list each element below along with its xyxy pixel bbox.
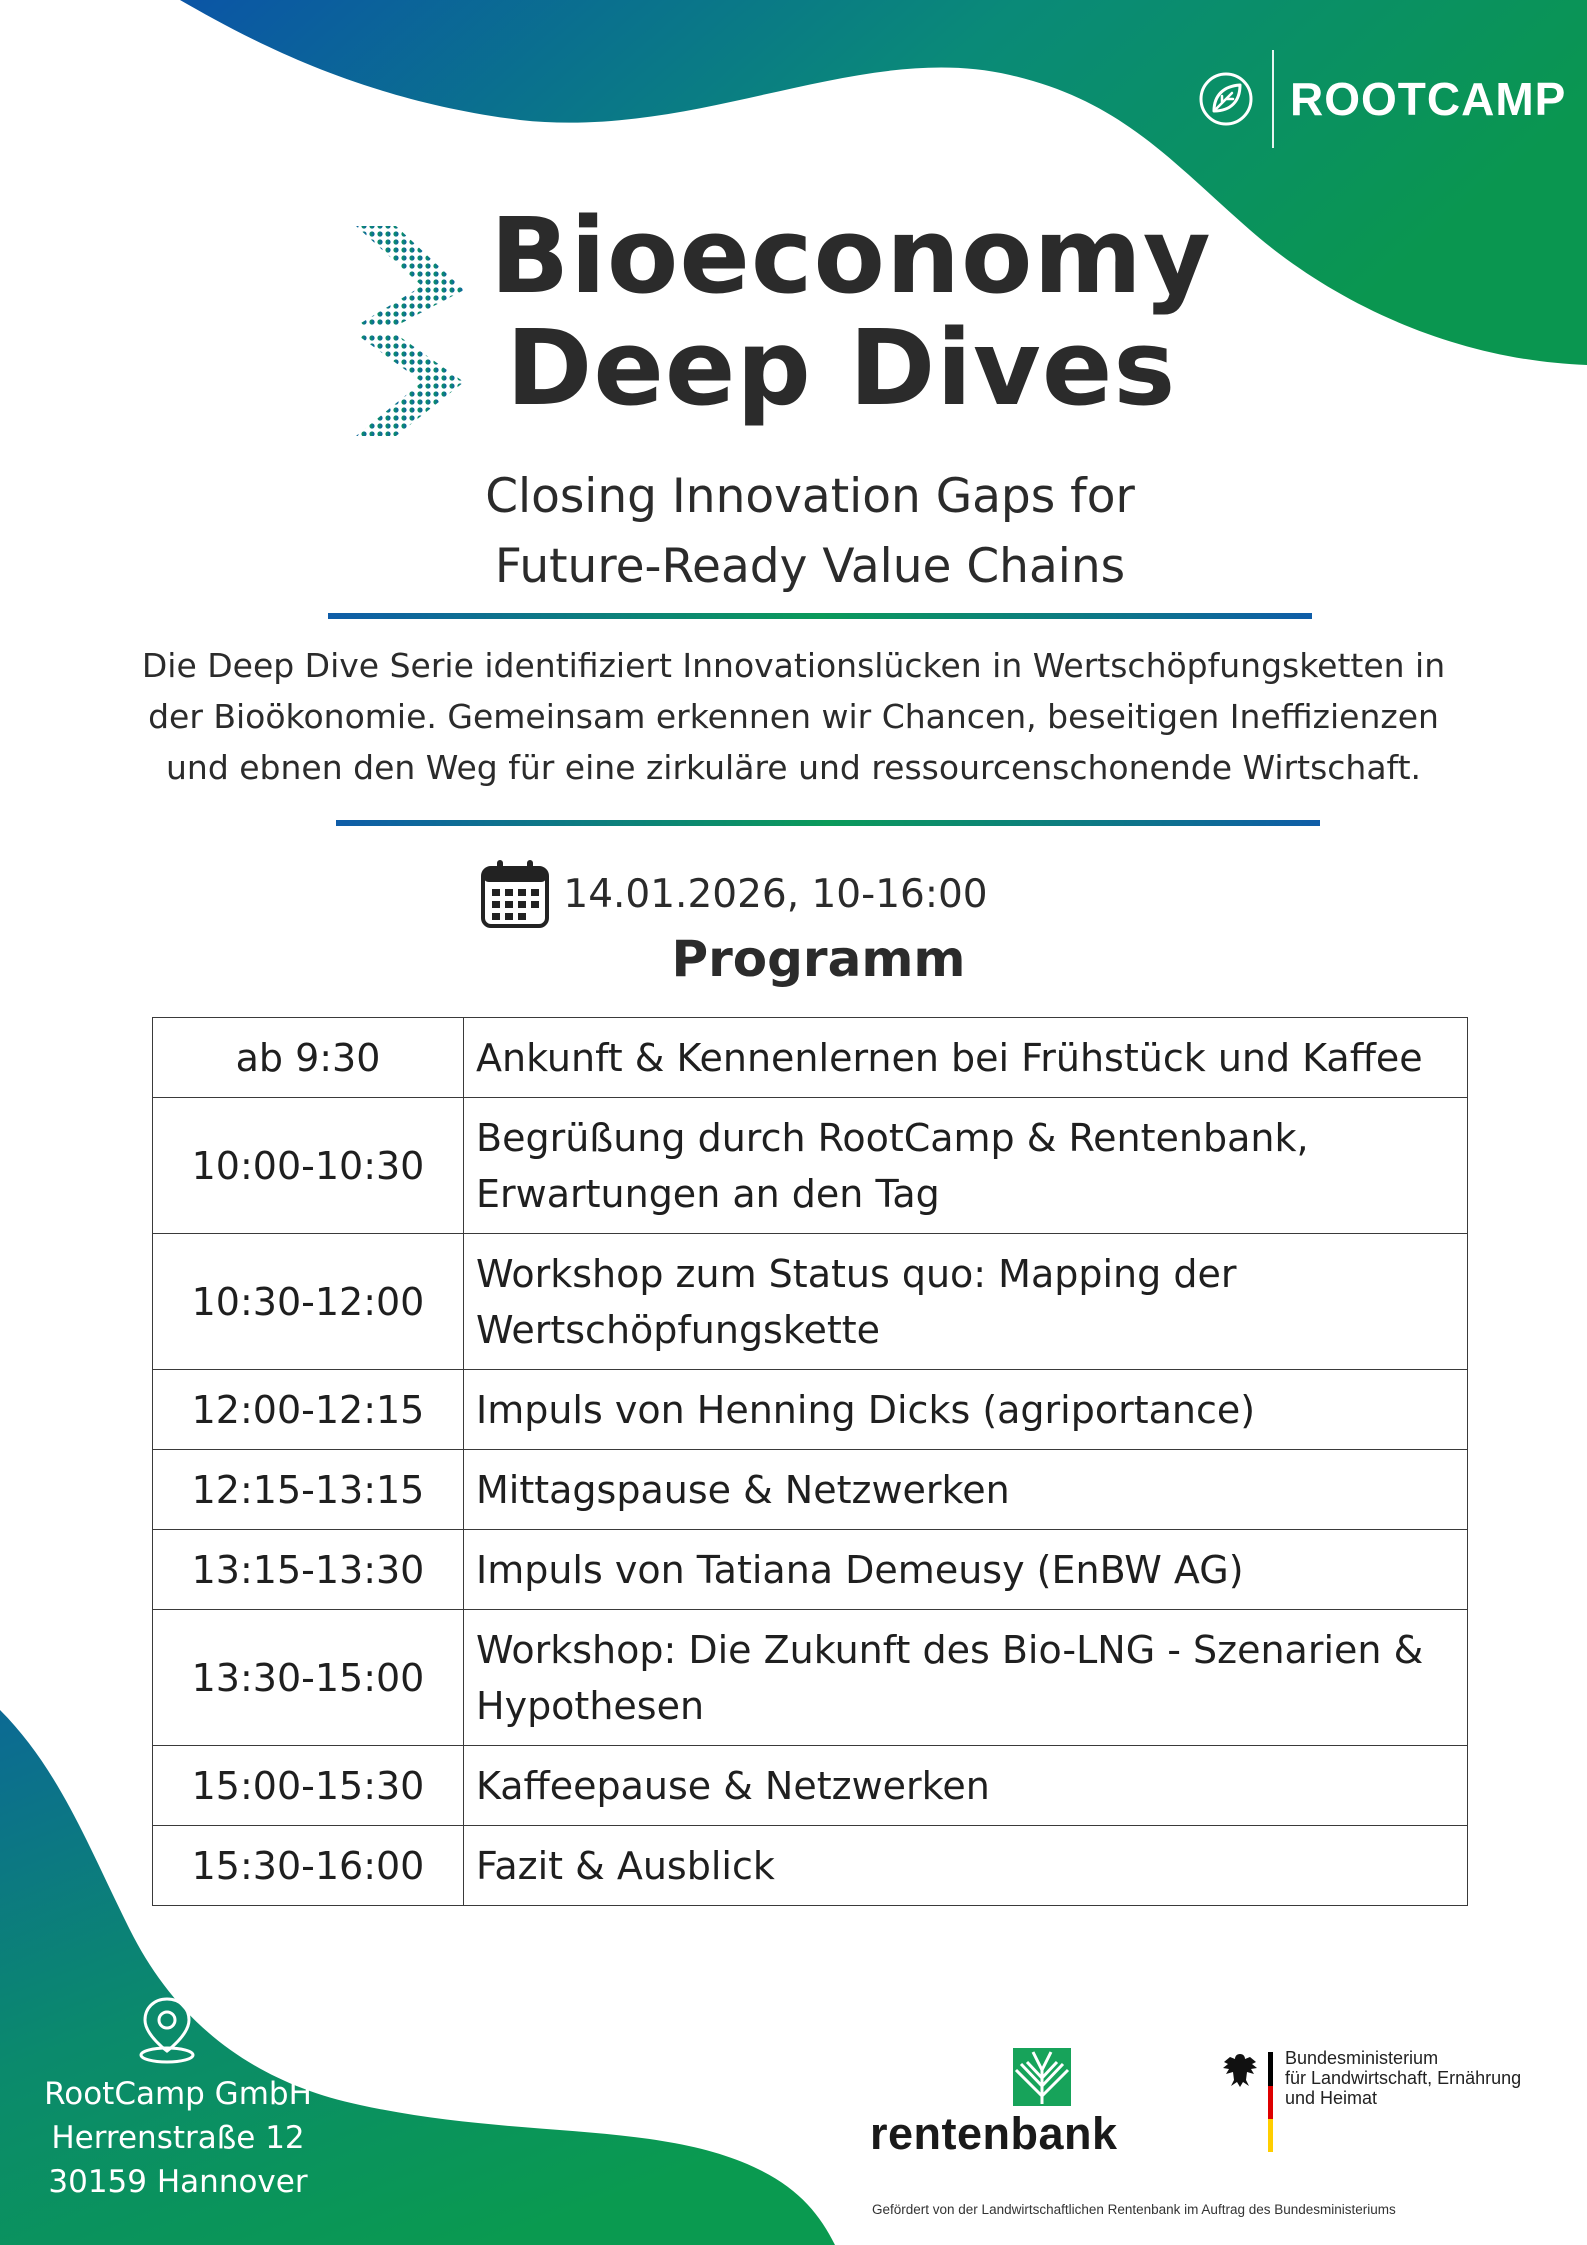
activity-cell [464, 1610, 1468, 1746]
brand-header [1198, 50, 1566, 148]
event-title [490, 195, 1250, 429]
subtitle [300, 462, 1320, 602]
time-cell: ab 9:30 [153, 1018, 464, 1098]
activity-line: Wertschöpfungskette [476, 1307, 881, 1352]
activity-cell [464, 1098, 1468, 1234]
activity-line: Workshop: Die Zukunft des Bio-LNG - Szenarien & [476, 1627, 1424, 1672]
time-cell: 13:15-13:30 [153, 1530, 464, 1610]
federal-eagle-icon [1220, 2050, 1260, 2090]
time-cell: 13:30-15:00 [153, 1610, 464, 1746]
activity-line: Ankunft & Kennenlernen bei Frühstück und Kaffee [476, 1035, 1423, 1080]
activity-cell [464, 1018, 1468, 1098]
activity-cell [464, 1746, 1468, 1826]
time-cell: 10:30-12:00 [153, 1234, 464, 1370]
rentenbank-logo-icon [1013, 2048, 1071, 2106]
brand-name: ROOTCAMP [1290, 73, 1567, 125]
activity-line: Begrüßung durch RootCamp & Rentenbank, [476, 1115, 1309, 1160]
city: 30159 Hannover [48, 2164, 308, 2200]
activity-line: Impuls von Tatiana Demeusy (EnBW AG) [476, 1547, 1244, 1592]
rentenbank-name: rentenbank [870, 2108, 1118, 2159]
subtitle-line-1: Closing Innovation Gaps for [485, 469, 1135, 524]
ministry-line-3: und Heimat [1285, 2088, 1378, 2108]
leaf-icon [1198, 71, 1254, 127]
activity-cell [464, 1450, 1468, 1530]
title-line-1: Bioeconomy [490, 195, 1212, 317]
event-date-row [0, 858, 1587, 930]
table-row [153, 1610, 1468, 1746]
location-pin-icon [136, 1995, 198, 2065]
activity-line: Impuls von Henning Dicks (agriportance) [476, 1387, 1256, 1432]
activity-cell [464, 1530, 1468, 1610]
subtitle-line-2: Future-Ready Value Chains [494, 539, 1126, 594]
ministry-line-1: Bundesministerium [1285, 2048, 1439, 2068]
table-row [153, 1370, 1468, 1450]
intro-line-3: und ebnen den Weg für eine zirkuläre und ressourcenschonende Wirtschaft. [165, 748, 1422, 787]
program-heading: Programm [671, 930, 966, 988]
intro-line-1: Die Deep Dive Serie identifiziert Innovationslücken in Wertschöpfungsketten in [141, 646, 1446, 685]
table-row [153, 1018, 1468, 1098]
activity-line: Mittagspause & Netzwerken [476, 1467, 1010, 1512]
street: Herrenstraße 12 [51, 2120, 305, 2156]
time-cell: 12:15-13:15 [153, 1450, 464, 1530]
table-row [153, 1530, 1468, 1610]
intro-line-2: der Bioökonomie. Gemeinsam erkennen wir Chancen, beseitigen Ineffizienzen [148, 697, 1439, 736]
program-table [152, 1017, 1468, 1906]
activity-line: Fazit & Ausblick [476, 1843, 775, 1888]
german-flag-bar [1268, 2052, 1273, 2152]
activity-line: Kaffeepause & Netzwerken [476, 1763, 990, 1808]
divider-top [328, 613, 1312, 619]
title-line-2: Deep Dives [506, 307, 1177, 429]
table-row [153, 1234, 1468, 1370]
table-row [153, 1098, 1468, 1234]
funding-footnote: Gefördert von der Landwirtschaftlichen Rentenbank im Auftrag des Bundesministeriums [872, 2202, 1396, 2217]
calendar-icon [479, 858, 551, 930]
time-cell: 15:00-15:30 [153, 1746, 464, 1826]
table-row [153, 1450, 1468, 1530]
activity-line: Workshop zum Status quo: Mapping der [476, 1251, 1237, 1296]
divider-bottom [336, 820, 1320, 826]
activity-cell [464, 1826, 1468, 1906]
dotted-chevron-logo [352, 222, 472, 442]
address-block [28, 2072, 328, 2204]
activity-line: Hypothesen [476, 1683, 705, 1728]
ministry-name [1285, 2048, 1521, 2108]
intro-text [120, 640, 1467, 793]
time-cell: 10:00-10:30 [153, 1098, 464, 1234]
activity-cell [464, 1234, 1468, 1370]
table-row [153, 1826, 1468, 1906]
event-date: 14.01.2026, 10-16:00 [563, 871, 988, 917]
time-cell: 15:30-16:00 [153, 1826, 464, 1906]
table-row [153, 1746, 1468, 1826]
ministry-line-2: für Landwirtschaft, Ernährung [1285, 2068, 1522, 2088]
activity-line: Erwartungen an den Tag [476, 1171, 940, 1216]
company-name: RootCamp GmbH [44, 2076, 312, 2112]
time-cell: 12:00-12:15 [153, 1370, 464, 1450]
activity-cell [464, 1370, 1468, 1450]
brand-divider [1272, 50, 1274, 148]
